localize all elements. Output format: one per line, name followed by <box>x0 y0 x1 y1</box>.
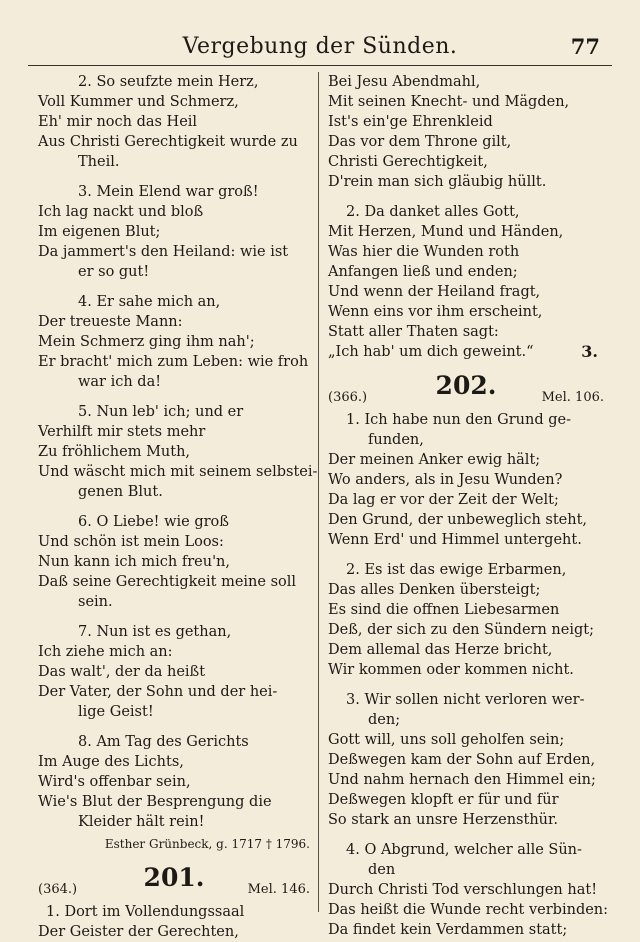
verse-line: Nun kann ich mich freu'n, <box>38 554 231 570</box>
verse-line: Wie's Blut der Besprengung die <box>38 794 272 810</box>
verse-line: Wird's offenbar sein, <box>38 774 191 790</box>
verse-line: 1. Dort im Vollendungssaal <box>46 904 245 920</box>
stanza <box>38 402 318 502</box>
verse-line: Ich ziehe mich an: <box>38 644 173 660</box>
verse-line: Das vor dem Throne gilt, <box>328 134 512 150</box>
verse-line: Wo anders, als in Jesu Wunden? <box>328 472 563 488</box>
melody-reference: Mel. 106. <box>541 390 604 405</box>
verse-line: den; <box>368 712 401 728</box>
verse-line: lige Geist! <box>78 704 154 720</box>
verse-line: Der Geister der Gerechten, <box>38 924 239 940</box>
verse-line: Ich lag nackt und bloß <box>38 204 204 220</box>
hymn-reference: (364.) <box>38 882 78 897</box>
verse-line: Dem allemal das Herze bricht, <box>328 642 553 658</box>
verse-line: Mit Herzen, Mund und Händen, <box>328 224 564 240</box>
hymn-number: 202. <box>435 371 497 400</box>
verse-line: Der meinen Anker ewig hält; <box>328 452 541 468</box>
verse-line: Und schön ist mein Loos: <box>38 534 224 550</box>
stanza <box>328 202 604 362</box>
hymn-heading <box>328 371 604 410</box>
verse-line: Den Grund, der unbeweglich steht, <box>328 512 588 528</box>
verse-line: 2. Es ist das ewige Erbarmen, <box>346 562 567 578</box>
verse-line: Deß, der sich zu den Sündern neigt; <box>328 622 594 638</box>
verse-line: er so gut! <box>78 264 150 280</box>
verse-line: Der Vater, der Sohn und der hei- <box>38 684 278 700</box>
verse-line: Im Auge des Lichts, <box>38 754 184 770</box>
verse-line: funden, <box>368 432 424 448</box>
verse-line: Christi Gerechtigkeit, <box>328 154 488 170</box>
verse-line: Der treueste Mann: <box>38 314 183 330</box>
hymn-reference: (366.) <box>328 390 368 405</box>
verse-line: 7. Nun ist es gethan, <box>78 624 232 640</box>
verse-line: Das walt', der da heißt <box>38 664 206 680</box>
verse-line: Und wenn der Heiland fragt, <box>328 284 541 300</box>
verse-line: Wenn Erd' und Himmel untergeht. <box>328 532 582 548</box>
verse-line: 3. Mein Elend war groß! <box>78 184 259 200</box>
verse-line: Mit seinen Knecht- und Mägden, <box>328 94 570 110</box>
page-number: 77 <box>570 34 600 59</box>
stanza <box>38 182 310 282</box>
verse-line: Das alles Denken übersteigt; <box>328 582 541 598</box>
verse-line: Deßwegen klopft er für und für <box>328 792 559 808</box>
verse-line: Mein Schmerz ging ihm nah'; <box>38 334 255 350</box>
verse-line: 6. O Liebe! wie groß <box>78 514 229 530</box>
stanza <box>328 560 604 680</box>
stanza <box>38 732 310 832</box>
verse-line: Daß seine Gerechtigkeit meine soll <box>38 574 297 590</box>
verse-line: Gott will, uns soll geholfen sein; <box>328 732 565 748</box>
verse-line: Er bracht' mich zum Leben: wie froh <box>38 354 309 370</box>
verse-line: Zu fröhlichem Muth, <box>38 444 191 460</box>
verse-line: 5. Nun leb' ich; und er <box>78 404 244 420</box>
verse-line: 8. Am Tag des Gerichts <box>78 734 249 750</box>
verse-line: 4. O Abgrund, welcher alle Sün- <box>346 842 582 858</box>
page-header <box>0 30 640 66</box>
stanza <box>38 512 310 612</box>
column-divider <box>318 72 319 912</box>
header-rule <box>28 65 612 66</box>
verse-line <box>328 342 604 362</box>
verse-line: Theil. <box>78 154 120 170</box>
verse-line: Es sind die offnen Liebesarmen <box>328 602 560 618</box>
right-column <box>328 72 609 938</box>
verse-line: Da findet kein Verdammen statt; <box>328 922 568 938</box>
verse-line: Da jammert's den Heiland: wie ist <box>38 244 289 260</box>
verse-line: Ist's ein'ge Ehrenkleid <box>328 114 493 130</box>
verse-line: Bei Jesu Abendmahl, <box>328 74 481 90</box>
verse-line: Eh' mir noch das Heil <box>38 114 198 130</box>
left-column <box>38 72 318 940</box>
verse-line: genen Blut. <box>78 484 163 500</box>
stanza <box>38 622 310 722</box>
verse-line: Deßwegen kam der Sohn auf Erden, <box>328 752 596 768</box>
verse-line: Was hier die Wunden roth <box>328 244 520 260</box>
verse-line: 4. Er sahe mich an, <box>78 294 221 310</box>
verse-line: Das heißt die Wunde recht verbinden: <box>328 902 609 918</box>
verse-line: Durch Christi Tod verschlungen hat! <box>328 882 598 898</box>
verse-line: Voll Kummer und Schmerz, <box>38 94 239 110</box>
verse-line: Und wäscht mich mit seinem selbstei- <box>38 464 318 480</box>
verse-line: Da lag er vor der Zeit der Welt; <box>328 492 559 508</box>
verse-line: So stark an unsre Herzensthür. <box>328 812 558 828</box>
verse-line: Anfangen ließ und enden; <box>328 264 518 280</box>
running-title: Vergebung der Sünden. <box>182 34 458 59</box>
verse-line: Wir kommen oder kommen nicht. <box>328 662 574 678</box>
hymn-end-mark: 3. <box>581 342 598 361</box>
verse-line: Wenn eins vor ihm erscheint, <box>328 304 543 320</box>
verse-line: war ich da! <box>78 374 162 390</box>
verse-line: Statt aller Thaten sagt: <box>328 324 499 340</box>
verse-line: Verhilft mir stets mehr <box>38 424 206 440</box>
verse-line: den <box>368 862 396 878</box>
melody-reference: Mel. 146. <box>247 882 310 897</box>
verse-line: D'rein man sich gläubig hüllt. <box>328 174 547 190</box>
verse-line: 1. Ich habe nun den Grund ge- <box>346 412 571 428</box>
verse-line: Aus Christi Gerechtigkeit wurde zu <box>38 134 298 150</box>
verse-line: Kleider hält rein! <box>78 814 205 830</box>
stanza <box>38 292 310 392</box>
stanza <box>328 840 609 940</box>
verse-line: 2. So seufzte mein Herz, <box>78 74 259 90</box>
stanza <box>38 72 310 172</box>
verse-line: Im eigenen Blut; <box>38 224 161 240</box>
stanza <box>328 410 604 550</box>
verse-line-text: „Ich hab' um dich geweint.“ <box>328 344 534 360</box>
stanza <box>328 72 604 192</box>
author-attribution: Esther Grünbeck, g. 1717 † 1796. <box>104 837 310 851</box>
verse-line: 2. Da danket alles Gott, <box>346 204 520 220</box>
verse-line: sein. <box>78 594 113 610</box>
hymn-number: 201. <box>143 863 205 892</box>
hymn-heading <box>38 863 310 902</box>
stanza <box>328 690 604 830</box>
verse-line: 3. Wir sollen nicht verloren wer- <box>346 692 585 708</box>
verse-line: Und nahm hernach den Himmel ein; <box>328 772 596 788</box>
